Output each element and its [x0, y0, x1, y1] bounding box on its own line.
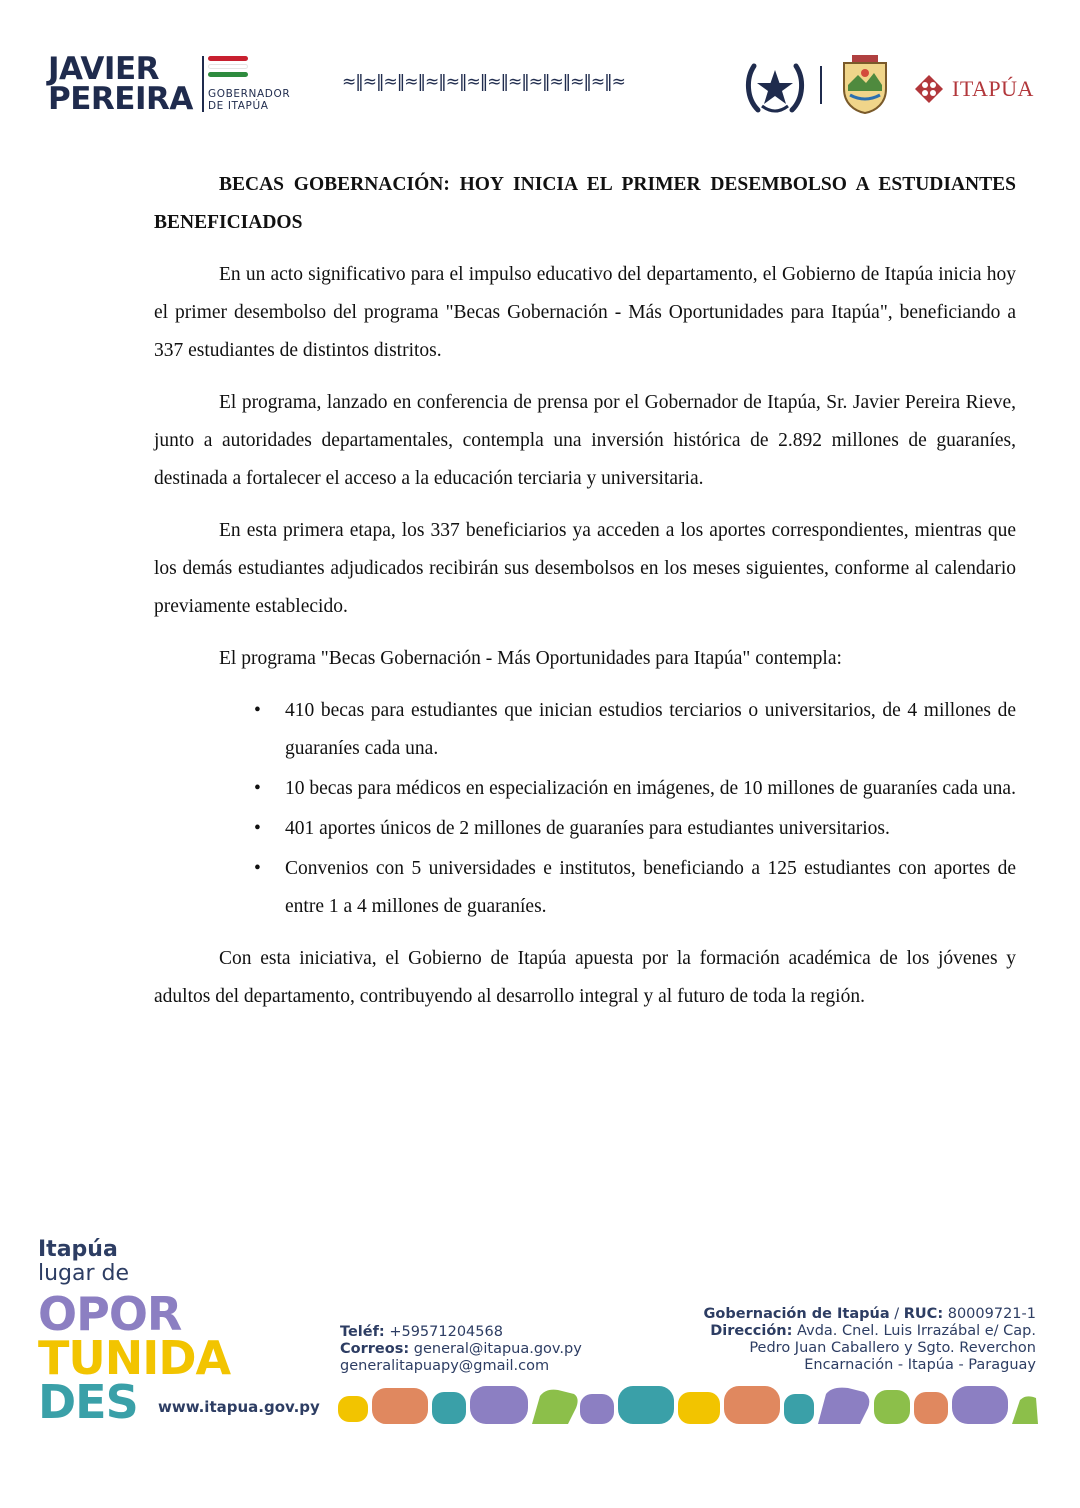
decorative-wave-pattern: ≈‖≈‖≈‖≈‖≈‖≈‖≈‖≈‖≈‖≈‖≈‖≈‖≈‖≈	[342, 72, 625, 92]
brand-name-line1: JAVIER	[48, 51, 159, 87]
program-list	[154, 692, 1016, 926]
org-separator: /	[889, 1306, 904, 1322]
address-info	[704, 1306, 1036, 1374]
list-item-text: 410 becas para estudiantes que inician estudios terciarios o universitarios, de 4 millones de guaraníes cada una.	[285, 700, 1016, 759]
paragraph-5: Con esta iniciativa, el Gobierno de Itapúa apuesta por la formación académica de los jóvenes y adultos del departamento, contribuyendo al desarrollo integral y al futuro de toda la región.	[154, 948, 1016, 1007]
list-item	[254, 770, 1016, 808]
ruc-label: RUC:	[903, 1306, 944, 1322]
department-name: ITAPÚA	[952, 76, 1034, 101]
paragraph-4: El programa "Becas Gobernación - Más Oportunidades para Itapúa" contempla:	[219, 648, 842, 669]
paragraph-1: En un acto significativo para el impulso educativo del departamento, el Gobierno de Itapúa inicia hoy el primer desembolso del programa "Becas Gobernación - Más Oportunidades para Itapúa", beneficiando a 337 estudiantes de distintos distritos.	[154, 264, 1016, 361]
list-item	[254, 850, 1016, 926]
phone-number[interactable]: +59571204568	[389, 1324, 503, 1340]
contact-info	[340, 1324, 582, 1375]
brand-name-line2: PEREIRA	[48, 81, 193, 117]
document-header	[0, 0, 1080, 140]
address-line3: Encarnación - Itapúa - Paraguay	[804, 1357, 1036, 1373]
ruc-number: 80009721-1	[947, 1306, 1036, 1322]
governor-brand	[48, 51, 291, 117]
list-item-text: Convenios con 5 universidades e institutos, beneficiando a 125 estudiantes con aportes de entre 1 a 4 millones de guaraníes.	[285, 858, 1016, 917]
paragraph-3: En esta primera etapa, los 337 beneficiarios ya acceden a los aportes correspondientes, mientras que los demás estudiantes adjudicados recibirán sus desembolsos en los meses siguientes, conforme al calendario previamente establecido.	[154, 520, 1016, 617]
seal-divider	[820, 66, 822, 104]
bullet-icon: •	[254, 818, 261, 839]
email-1[interactable]: general@itapua.gov.py	[413, 1341, 582, 1357]
national-seal-icon	[744, 58, 806, 116]
list-item	[254, 810, 1016, 848]
bullet-icon: •	[254, 778, 261, 799]
list-item	[254, 692, 1016, 768]
slogan-block	[38, 1237, 231, 1429]
address-line1: Avda. Cnel. Luis Irrazábal e/ Cap.	[797, 1323, 1036, 1339]
slogan-line2: lugar de	[38, 1261, 130, 1286]
itapua-logo-icon	[914, 74, 944, 104]
document-footer	[0, 1228, 1080, 1508]
article-body	[154, 166, 1016, 1030]
department-shield-icon	[838, 53, 892, 115]
email-2[interactable]: generalitapuapy@gmail.com	[340, 1358, 550, 1374]
emails-label: Correos:	[340, 1341, 410, 1357]
brand-divider	[202, 56, 204, 112]
bullet-icon: •	[254, 700, 261, 721]
org-name: Gobernación de Itapúa	[703, 1306, 890, 1322]
flag-icon	[208, 56, 248, 80]
address-label: Dirección:	[710, 1323, 793, 1339]
paragraph-2: El programa, lanzado en conferencia de prensa por el Gobernador de Itapúa, Sr. Javier Pereira Rieve, junto a autoridades departamentales, contempla una inversión histórica de 2.892 millones de guaraníes, destinada a fortalecer el acceso a la educación terciaria y universitaria.	[154, 392, 1016, 489]
brand-subtitle-line2: DE ITAPÚA	[208, 100, 269, 112]
website-link[interactable]: www.itapua.gov.py	[158, 1398, 320, 1416]
address-line2: Pedro Juan Caballero y Sgto. Reverchon	[749, 1340, 1036, 1356]
article-title: BECAS GOBERNACIÓN: HOY INICIA EL PRIMER DESEMBOLSO A ESTUDIANTES BENEFICIADOS	[154, 174, 1016, 233]
decorative-stones-icon	[336, 1380, 1040, 1428]
slogan-line1: Itapúa	[38, 1237, 118, 1262]
slogan-big-3: DES	[38, 1375, 138, 1429]
brand-subtitle	[208, 88, 290, 112]
slogan-big-1: OPOR	[38, 1287, 182, 1341]
brand-subtitle-line1: GOBERNADOR	[208, 88, 291, 100]
phone-label: Teléf:	[340, 1324, 385, 1340]
slogan-big-2: TUNIDA	[38, 1331, 231, 1385]
bullet-icon: •	[254, 858, 261, 879]
list-item-text: 401 aportes únicos de 2 millones de guaraníes para estudiantes universitarios.	[285, 818, 890, 839]
list-item-text: 10 becas para médicos en especialización en imágenes, de 10 millones de guaraníes cada una.	[285, 778, 1016, 799]
